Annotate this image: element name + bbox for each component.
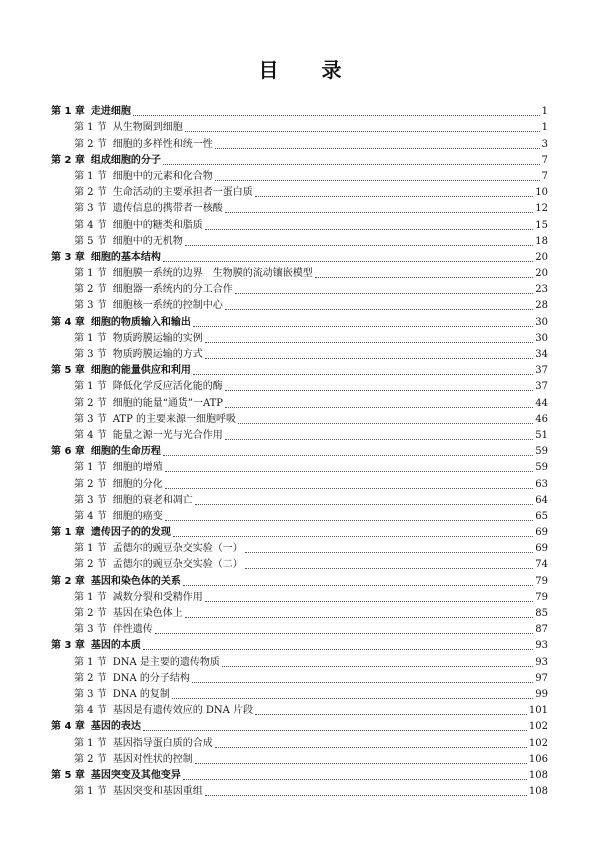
- section-number: 第 1 节: [74, 381, 107, 393]
- page-title: 目 录: [258, 58, 360, 82]
- chapter-title: 细胞的能量供应和利用: [90, 365, 191, 377]
- section-title: 细胞器一系统内的分工合作: [112, 284, 233, 296]
- toc-entry-label: [74, 511, 165, 523]
- toc-chapter-row[interactable]: [51, 571, 548, 587]
- toc-entry-label: [74, 430, 225, 442]
- toc-entry-label: [74, 462, 165, 474]
- dot-leader: [215, 747, 527, 748]
- toc-section-row[interactable]: [51, 215, 548, 231]
- page-number: 46: [535, 413, 548, 425]
- section-title: DNA 的复制: [112, 688, 170, 700]
- dot-leader: [165, 471, 534, 472]
- page-number: 15: [535, 219, 548, 231]
- page-number: 18: [535, 235, 548, 247]
- section-title: DNA 的分子结构: [112, 672, 190, 684]
- toc-section-row[interactable]: [51, 491, 548, 507]
- toc-entry-label: [74, 559, 245, 571]
- section-number: 第 3 节: [74, 349, 107, 360]
- chapter-number: 第 3 章: [51, 251, 85, 263]
- page-number: 99: [535, 688, 548, 700]
- section-number: 第 4 节: [74, 219, 107, 231]
- toc-entry-label: [51, 252, 163, 264]
- toc-section-row[interactable]: [51, 669, 548, 685]
- toc-entry-label: [74, 608, 185, 620]
- chapter-title: 走进细胞: [90, 106, 131, 118]
- section-title: 伴性遗传: [112, 624, 153, 636]
- toc-entry-label: [51, 640, 143, 652]
- dot-leader: [205, 229, 534, 230]
- page-number: 65: [535, 510, 548, 522]
- page-number: 64: [535, 494, 548, 506]
- toc-entry-label: [74, 754, 195, 766]
- toc-section-row[interactable]: [51, 685, 548, 701]
- chapter-title: 细胞的物质输入和输出: [90, 316, 191, 328]
- dot-leader: [193, 326, 533, 327]
- section-number: 第 3 节: [74, 413, 107, 425]
- toc-entry-label: [74, 738, 215, 750]
- section-title: 细胞的癌变: [112, 510, 163, 522]
- section-number: 第 1 节: [74, 462, 107, 474]
- toc-entry-label: [74, 592, 205, 604]
- toc-entry-label: [74, 236, 185, 248]
- toc-section-row[interactable]: [51, 134, 548, 150]
- page-number: 28: [535, 300, 548, 312]
- section-title: 细胞中的糖类和脂质: [112, 219, 203, 231]
- dot-leader: [163, 261, 533, 262]
- section-title: 细胞膜一系统的边界 生物膜的流动镶嵌模型: [112, 268, 313, 280]
- toc-section-row[interactable]: [51, 507, 548, 523]
- section-number: 第 1 节: [74, 268, 107, 280]
- section-title: 基因突变和基因重组: [112, 786, 203, 798]
- toc-entry-label: [74, 122, 185, 134]
- toc-entry-label: [51, 770, 183, 782]
- chapter-title: 基因的本质: [90, 640, 141, 652]
- chapter-number: 第 2 章: [51, 575, 85, 587]
- toc-section-row[interactable]: [51, 620, 548, 636]
- toc-section-row[interactable]: [51, 232, 548, 248]
- toc-entry-label: [74, 414, 238, 426]
- section-title: 孟德尔的豌豆杂交实验（二）: [112, 559, 243, 571]
- chapter-number: 第 4 章: [51, 721, 85, 733]
- toc-entry-label: [74, 203, 225, 215]
- toc-section-row[interactable]: [51, 393, 548, 409]
- page-number: 7: [541, 154, 548, 166]
- toc-entry-label: [74, 705, 255, 717]
- toc-entry-label: [51, 527, 173, 539]
- dot-leader: [255, 714, 527, 715]
- page-number: 63: [535, 478, 548, 490]
- section-number: 第 2 节: [74, 559, 107, 571]
- toc-section-row[interactable]: [51, 555, 548, 571]
- section-number: 第 2 节: [74, 478, 107, 490]
- page-number: 59: [535, 446, 548, 458]
- section-number: 第 1 节: [74, 122, 107, 134]
- toc-section-row[interactable]: [51, 280, 548, 296]
- section-title: 细胞的能量“通货”一ATP: [112, 397, 224, 409]
- section-number: 第 2 节: [74, 672, 107, 684]
- toc-section-row[interactable]: [51, 167, 548, 183]
- section-number: 第 3 节: [74, 688, 107, 700]
- page-number: 97: [535, 672, 548, 684]
- chapter-number: 第 1 章: [51, 527, 85, 539]
- toc-section-row[interactable]: [51, 345, 548, 361]
- page-number: 7: [541, 170, 548, 182]
- page-number: 37: [535, 381, 548, 393]
- page-number: 87: [535, 624, 548, 636]
- chapter-number: 第 1 章: [51, 106, 85, 118]
- toc-chapter-row[interactable]: [51, 361, 548, 377]
- dot-leader: [215, 180, 540, 181]
- dot-leader: [245, 568, 534, 569]
- toc-section-row[interactable]: [51, 750, 548, 766]
- section-title: DNA 是主要的遗传物质: [112, 656, 220, 668]
- page-number: 20: [535, 251, 548, 263]
- page-number: 108: [528, 769, 548, 781]
- dot-leader: [192, 682, 533, 683]
- toc-section-row[interactable]: [51, 183, 548, 199]
- page-number: 79: [535, 591, 548, 603]
- dot-leader: [185, 131, 540, 132]
- toc-entry-label: [74, 624, 155, 636]
- section-number: 第 1 节: [74, 170, 107, 182]
- section-title: 基因在染色体上: [112, 608, 183, 619]
- section-number: 第 4 节: [74, 510, 107, 522]
- toc-section-row[interactable]: [51, 377, 548, 393]
- section-title: 减数分裂和受精作用: [112, 591, 203, 603]
- section-title: 细胞核一系统的控制中心: [112, 300, 223, 312]
- dot-leader: [183, 585, 533, 586]
- section-title: 基因对性状的控制: [112, 753, 193, 765]
- section-title: 细胞中的元素和化合物: [112, 170, 213, 182]
- page-number: 101: [528, 705, 548, 717]
- section-number: 第 2 节: [74, 753, 107, 765]
- toc-entry-label: [74, 495, 195, 507]
- page-number: 102: [528, 737, 548, 749]
- section-title: 细胞的多样性和统一性: [112, 138, 213, 150]
- chapter-number: 第 3 章: [51, 640, 85, 652]
- toc-entry-label: [74, 268, 315, 280]
- section-number: 第 1 节: [74, 737, 107, 749]
- toc-entry-label: [74, 381, 225, 393]
- dot-leader: [235, 293, 534, 294]
- dot-leader: [195, 504, 534, 505]
- dot-leader: [225, 439, 534, 440]
- toc-entry-label: [51, 106, 133, 118]
- page-number: 93: [535, 656, 548, 668]
- dot-leader: [215, 148, 540, 149]
- section-number: 第 4 节: [74, 705, 107, 717]
- page-number: 85: [535, 608, 548, 619]
- dot-leader: [172, 698, 533, 699]
- toc-entry-label: [74, 786, 205, 798]
- section-number: 第 1 节: [74, 591, 107, 603]
- dot-leader: [225, 390, 534, 391]
- section-number: 第 2 节: [74, 397, 107, 409]
- toc-section-row[interactable]: [51, 701, 548, 717]
- section-title: 遗传信息的携带者一核酸: [112, 203, 223, 215]
- dot-leader: [205, 342, 534, 343]
- page-number: 69: [535, 543, 548, 555]
- section-number: 第 4 节: [74, 429, 107, 441]
- toc-entry-label: [74, 398, 225, 410]
- page-number: 30: [535, 316, 548, 328]
- page-number: 106: [528, 753, 548, 765]
- section-title: 基因指导蛋白质的合成: [112, 737, 213, 749]
- page-number: 20: [535, 268, 548, 280]
- toc-chapter-row[interactable]: [51, 717, 548, 733]
- page-number: 44: [535, 397, 548, 409]
- section-title: 从生物圈到细胞: [112, 122, 183, 134]
- dot-leader: [225, 407, 533, 408]
- dot-leader: [143, 730, 527, 731]
- section-title: 孟德尔的豌豆杂交实验（一）: [112, 543, 243, 555]
- dot-leader: [133, 115, 540, 116]
- chapter-number: 第 4 章: [51, 316, 85, 328]
- toc-entry-label: [74, 543, 245, 555]
- dot-leader: [185, 617, 534, 618]
- section-number: 第 3 节: [74, 300, 107, 312]
- dot-leader: [173, 536, 533, 537]
- dot-leader: [185, 245, 534, 246]
- section-number: 第 3 节: [74, 624, 107, 636]
- toc-entry-label: [74, 673, 192, 685]
- section-number: 第 5 节: [74, 235, 107, 247]
- chapter-title: 细胞的基本结构: [90, 251, 161, 263]
- chapter-number: 第 2 章: [51, 154, 85, 166]
- section-title: 细胞中的无机物: [112, 235, 183, 247]
- chapter-title: 遗传因子的的发现: [90, 527, 171, 539]
- page-number: 37: [535, 365, 548, 377]
- section-number: 第 3 节: [74, 203, 107, 215]
- section-title: 物质跨膜运输的实例: [112, 332, 203, 344]
- page-number: 12: [535, 203, 548, 215]
- chapter-number: 第 6 章: [51, 446, 85, 458]
- toc-section-row[interactable]: [51, 296, 548, 312]
- section-number: 第 2 节: [74, 187, 107, 199]
- dot-leader: [165, 488, 534, 489]
- chapter-number: 第 5 章: [51, 769, 85, 781]
- toc-section-row[interactable]: [51, 539, 548, 555]
- section-number: 第 1 节: [74, 786, 107, 798]
- section-title: 细胞的增殖: [112, 462, 163, 474]
- page-number: 79: [535, 575, 548, 587]
- dot-leader: [222, 666, 533, 667]
- toc-section-row[interactable]: [51, 264, 548, 280]
- toc-entry-label: [74, 349, 205, 361]
- table-of-contents: [51, 102, 548, 798]
- page-number: 3: [541, 138, 548, 150]
- toc-section-row[interactable]: [51, 474, 548, 490]
- page-number: 93: [535, 640, 548, 652]
- toc-chapter-row[interactable]: [51, 766, 548, 782]
- toc-section-row[interactable]: [51, 199, 548, 215]
- section-title: 降低化学反应活化能的酶: [112, 381, 223, 393]
- page-number: 74: [535, 559, 548, 571]
- toc-entry-label: [51, 155, 163, 167]
- dot-leader: [165, 520, 534, 521]
- toc-section-row[interactable]: [51, 733, 548, 749]
- page-number: 30: [535, 332, 548, 344]
- toc-section-row[interactable]: [51, 118, 548, 134]
- toc-entry-label: [74, 284, 235, 296]
- toc-chapter-row[interactable]: [51, 151, 548, 167]
- dot-leader: [143, 649, 533, 650]
- toc-entry-label: [51, 446, 163, 458]
- toc-entry-label: [74, 300, 225, 312]
- page-number: 10: [535, 187, 548, 199]
- section-title: 生命活动的主要承担者一蛋白质: [112, 187, 253, 199]
- toc-entry-label: [74, 139, 215, 151]
- toc-entry-label: [51, 576, 183, 588]
- chapter-title: 组成细胞的分子: [90, 154, 161, 166]
- page-number: 59: [535, 462, 548, 474]
- toc-section-row[interactable]: [51, 588, 548, 604]
- dot-leader: [163, 455, 533, 456]
- toc-chapter-row[interactable]: [51, 442, 548, 458]
- toc-entry-label: [74, 479, 165, 491]
- chapter-title: 基因突变及其他变异: [90, 769, 181, 781]
- dot-leader: [225, 212, 534, 213]
- page-number: 51: [535, 429, 548, 441]
- dot-leader: [225, 309, 534, 310]
- toc-entry-label: [51, 721, 143, 733]
- page-number: 108: [528, 786, 548, 798]
- dot-leader: [205, 358, 534, 359]
- chapter-number: 第 5 章: [51, 365, 85, 377]
- toc-section-row[interactable]: [51, 329, 548, 345]
- toc-entry-label: [74, 187, 255, 199]
- section-title: ATP 的主要来源一细胞呼吸: [112, 413, 236, 425]
- toc-entry-label: [74, 657, 222, 669]
- toc-section-row[interactable]: [51, 410, 548, 426]
- section-number: 第 2 节: [74, 138, 107, 150]
- toc-entry-label: [74, 220, 205, 232]
- section-title: 基因是有遗传效应的 DNA 片段: [112, 705, 254, 717]
- dot-leader: [205, 795, 527, 796]
- toc-section-row[interactable]: [51, 426, 548, 442]
- toc-chapter-row[interactable]: [51, 312, 548, 328]
- dot-leader: [195, 763, 527, 764]
- toc-entry-label: [51, 365, 193, 377]
- toc-entry-label: [74, 171, 215, 183]
- section-number: 第 1 节: [74, 332, 107, 344]
- dot-leader: [315, 277, 534, 278]
- toc-section-row[interactable]: [51, 782, 548, 798]
- section-title: 能量之源一光与光合作用: [112, 429, 223, 441]
- toc-chapter-row[interactable]: [51, 102, 548, 118]
- toc-chapter-row[interactable]: [51, 523, 548, 539]
- section-title: 物质跨膜运输的方式: [112, 349, 203, 360]
- dot-leader: [205, 601, 534, 602]
- section-number: 第 1 节: [74, 656, 107, 668]
- toc-entry-label: [74, 333, 205, 345]
- toc-section-row[interactable]: [51, 652, 548, 668]
- toc-chapter-row[interactable]: [51, 248, 548, 264]
- toc-entry-label: [51, 317, 193, 329]
- dot-leader: [163, 164, 540, 165]
- section-title: 细胞的衰老和凋亡: [112, 494, 193, 506]
- chapter-title: 基因和染色体的关系: [90, 575, 181, 587]
- page-number: 102: [528, 721, 548, 733]
- section-number: 第 3 节: [74, 494, 107, 506]
- page-number: 1: [541, 122, 548, 134]
- dot-leader: [255, 196, 534, 197]
- dot-leader: [238, 423, 533, 424]
- toc-section-row[interactable]: [51, 458, 548, 474]
- toc-entry-label: [74, 689, 172, 701]
- toc-chapter-row[interactable]: [51, 636, 548, 652]
- section-title: 细胞的分化: [112, 478, 163, 490]
- dot-leader: [193, 374, 533, 375]
- section-number: 第 1 节: [74, 543, 107, 555]
- page-number: 1: [541, 106, 548, 118]
- dot-leader: [183, 779, 527, 780]
- page-number: 34: [535, 349, 548, 360]
- section-number: 第 2 节: [74, 608, 107, 619]
- chapter-title: 基因的表达: [90, 721, 141, 733]
- chapter-title: 细胞的生命历程: [90, 446, 161, 458]
- dot-leader: [245, 552, 534, 553]
- toc-section-row[interactable]: [51, 604, 548, 620]
- section-number: 第 2 节: [74, 284, 107, 296]
- page-number: 69: [535, 527, 548, 539]
- dot-leader: [155, 633, 534, 634]
- page-number: 23: [535, 284, 548, 296]
